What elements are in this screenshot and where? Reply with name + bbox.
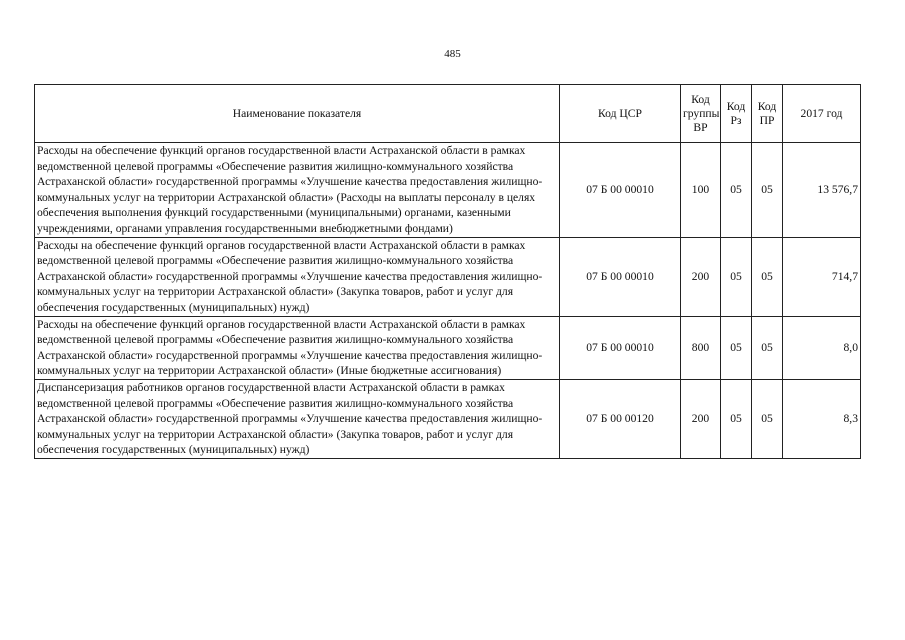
- row-vr-code: 200: [681, 237, 721, 316]
- row-vr-code: 800: [681, 316, 721, 379]
- row-rz-code: 05: [721, 237, 752, 316]
- row-amount: 8,0: [783, 316, 861, 379]
- header-csr-code: Код ЦСР: [560, 85, 681, 143]
- header-name: Наименование показателя: [35, 85, 560, 143]
- header-pr-code: Код ПР: [752, 85, 783, 143]
- row-csr-code: 07 Б 00 00010: [560, 237, 681, 316]
- row-pr-code: 05: [752, 143, 783, 238]
- row-csr-code: 07 Б 00 00010: [560, 316, 681, 379]
- row-pr-code: 05: [752, 316, 783, 379]
- header-year-2017: 2017 год: [783, 85, 861, 143]
- row-pr-code: 05: [752, 237, 783, 316]
- row-amount: 13 576,7: [783, 143, 861, 238]
- row-rz-code: 05: [721, 143, 752, 238]
- table-row: [35, 143, 861, 238]
- header-vr-code: Код группы ВР: [681, 85, 721, 143]
- row-csr-code: 07 Б 00 00120: [560, 379, 681, 458]
- row-vr-code: 200: [681, 379, 721, 458]
- row-name: Расходы на обеспечение функций органов государственной власти Астраханской области в рамках ведомственной целевой программы «Обеспечение развития жилищно-коммунального хозяйства Астраханской области» государственной программы «Улучшение качества предоставления жилищно-коммунальных услуг на территории Астраханской области» (Расходы на выплаты персоналу в целях обеспечения выполнения функций государственными (муниципальными) органами, казенными учреждениями, органами управления государственными внебюджетными фондами): [35, 143, 560, 238]
- row-rz-code: 05: [721, 316, 752, 379]
- row-vr-code: 100: [681, 143, 721, 238]
- row-rz-code: 05: [721, 379, 752, 458]
- page-number: 485: [444, 48, 461, 60]
- row-csr-code: 07 Б 00 00010: [560, 143, 681, 238]
- row-pr-code: 05: [752, 379, 783, 458]
- table-row: [35, 379, 861, 458]
- header-rz-code: Код Рз: [721, 85, 752, 143]
- row-name: Расходы на обеспечение функций органов государственной власти Астраханской области в рамках ведомственной целевой программы «Обеспечение развития жилищно-коммунального хозяйства Астраханской области» государственной программы «Улучшение качества предоставления жилищно-коммунальных услуг на территории Астраханской области» (Закупка товаров, работ и услуг для обеспечения государственных (муниципальных) нужд): [35, 237, 560, 316]
- row-amount: 714,7: [783, 237, 861, 316]
- table-row: [35, 237, 861, 316]
- row-name: Расходы на обеспечение функций органов государственной власти Астраханской области в рамках ведомственной целевой программы «Обеспечение развития жилищно-коммунального хозяйства Астраханской области» государственной программы «Улучшение качества предоставления жилищно-коммунальных услуг на территории Астраханской области» (Иные бюджетные ассигнования): [35, 316, 560, 379]
- budget-table: [34, 84, 861, 459]
- row-name: Диспансеризация работников органов государственной власти Астраханской области в рамках ведомственной целевой программы «Обеспечение развития жилищно-коммунального хозяйства Астраханской области» государственной программы «Улучшение качества предоставления жилищно-коммунальных услуг на территории Астраханской области» (Закупка товаров, работ и услуг для обеспечения государственных (муниципальных) нужд): [35, 379, 560, 458]
- table-header-row: [35, 85, 861, 143]
- row-amount: 8,3: [783, 379, 861, 458]
- table-row: [35, 316, 861, 379]
